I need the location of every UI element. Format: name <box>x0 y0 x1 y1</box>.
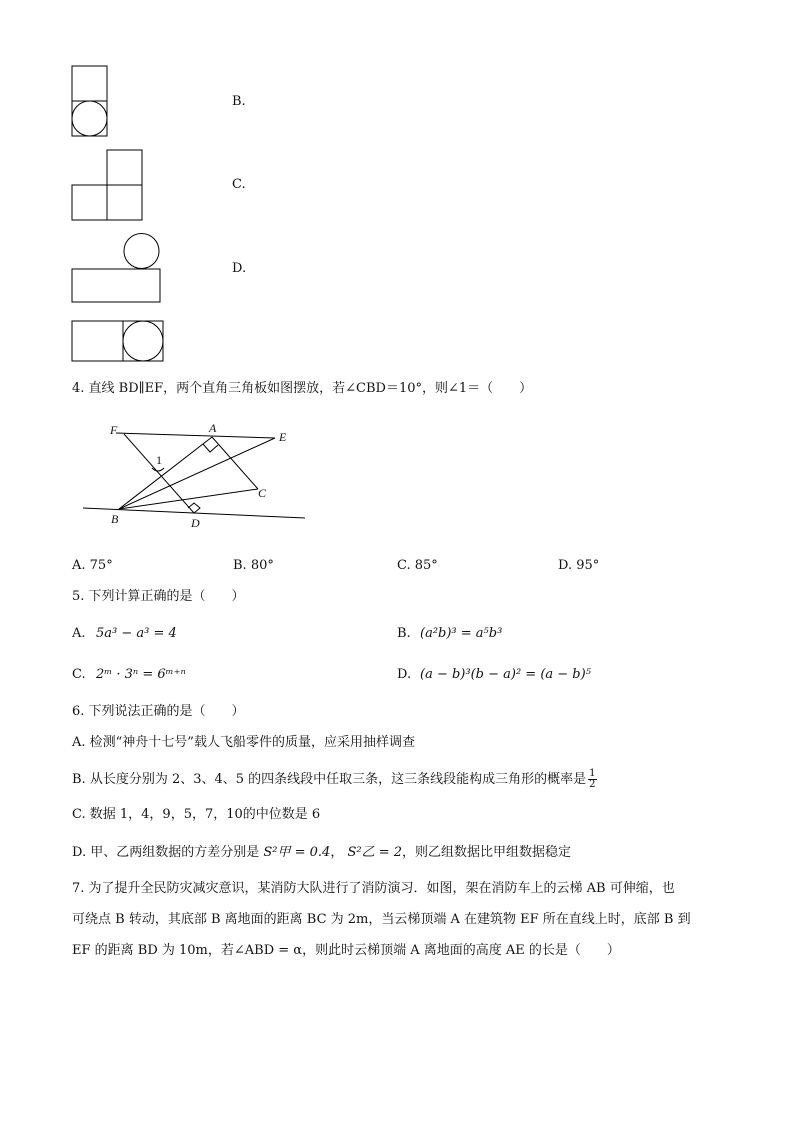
q4-label-f: F <box>110 423 118 437</box>
q5-option-a-expr: 5a³ − a³ = 4 <box>96 626 177 641</box>
q3-option-c-label: C. <box>232 177 246 192</box>
q7-line-2: 可绕点 B 转动，其底部 B 离地面的距离 BC 为 2m，当云梯顶端 A 在建筑物 EF 所在直线上时，底部 B 到 <box>72 912 691 927</box>
q6-option-d-prefix: D. 甲、乙两组数据的方差分别是 <box>72 845 260 860</box>
q7-line-1: 7. 为了提升全民防灾减灾意识，某消防大队进行了消防演习．如图，架在消防车上的云梯 AB 可伸缩，也 <box>72 881 675 896</box>
q4-option-d: D. 95° <box>558 558 600 573</box>
q5-option-b-letter: B. <box>397 626 411 641</box>
q6-option-c: C. 数据 1，4，9，5，7，10的中位数是 6 <box>72 807 321 822</box>
q4-option-c: C. 85° <box>397 558 438 573</box>
q6-option-d: D. 甲、乙两组数据的方差分别是 S²甲 = 0.4， S²乙 = 2，则乙组数据比甲组数据稳定 <box>72 845 572 860</box>
q4-stem: 4. 直线 BD∥EF，两个直角三角板如图摆放，若∠CBD＝10°，则∠1＝（ ） <box>72 381 533 396</box>
q6-option-d-suffix: ，则乙组数据比甲组数据稳定 <box>402 845 572 860</box>
q5-option-b-expr: (a²b)³ = a⁵b³ <box>420 626 503 641</box>
q4-label-one: 1 <box>156 453 162 467</box>
q4-label-e: E <box>279 430 287 444</box>
q6-option-d-s2: S²乙 = 2 <box>347 845 403 860</box>
q6-option-a: A. 检测“神舟十七号”载人飞船零件的质量，应采用抽样调查 <box>72 735 415 750</box>
q7-line-3: EF 的距离 BD 为 10m，若∠ABD = α，则此时云梯顶端 A 离地面的高度 AE 的长是（ ） <box>72 943 620 958</box>
q6-option-b-fraction <box>588 769 596 790</box>
q5-option-d-expr: (a − b)³(b − a)² = (a − b)⁵ <box>420 667 591 682</box>
q6-fraction-denominator: 2 <box>589 779 596 790</box>
q3-option-b-label: B. <box>232 94 246 109</box>
q4-label-b: B <box>111 512 119 526</box>
q5-option-a-letter: A. <box>72 626 86 641</box>
q5-option-c-letter: C. <box>72 667 86 682</box>
q3-option-d-label: D. <box>232 261 247 276</box>
q4-label-d: D <box>191 516 200 530</box>
q4-option-b: B. 80° <box>233 558 274 573</box>
q6-option-b <box>72 769 597 790</box>
q5-option-c-expr: 2ᵐ · 3ⁿ = 6ᵐ⁺ⁿ <box>96 667 186 682</box>
q4-label-c: C <box>258 486 267 500</box>
q6-option-d-s1: S²甲 = 0.4 <box>263 845 331 860</box>
q5-option-d-letter: D. <box>397 667 412 682</box>
q5-stem: 5. 下列计算正确的是（ ） <box>72 589 245 604</box>
q4-label-a: A <box>209 421 217 435</box>
q6-option-b-text: B. 从长度分别为 2、3、4、5 的四条线段中任取三条，这三条线段能构成三角形的概率是 <box>72 772 587 787</box>
q6-stem: 6. 下列说法正确的是（ ） <box>72 704 245 719</box>
q4-option-a: A. 75° <box>72 558 113 573</box>
q6-fraction-numerator: 1 <box>589 768 596 779</box>
